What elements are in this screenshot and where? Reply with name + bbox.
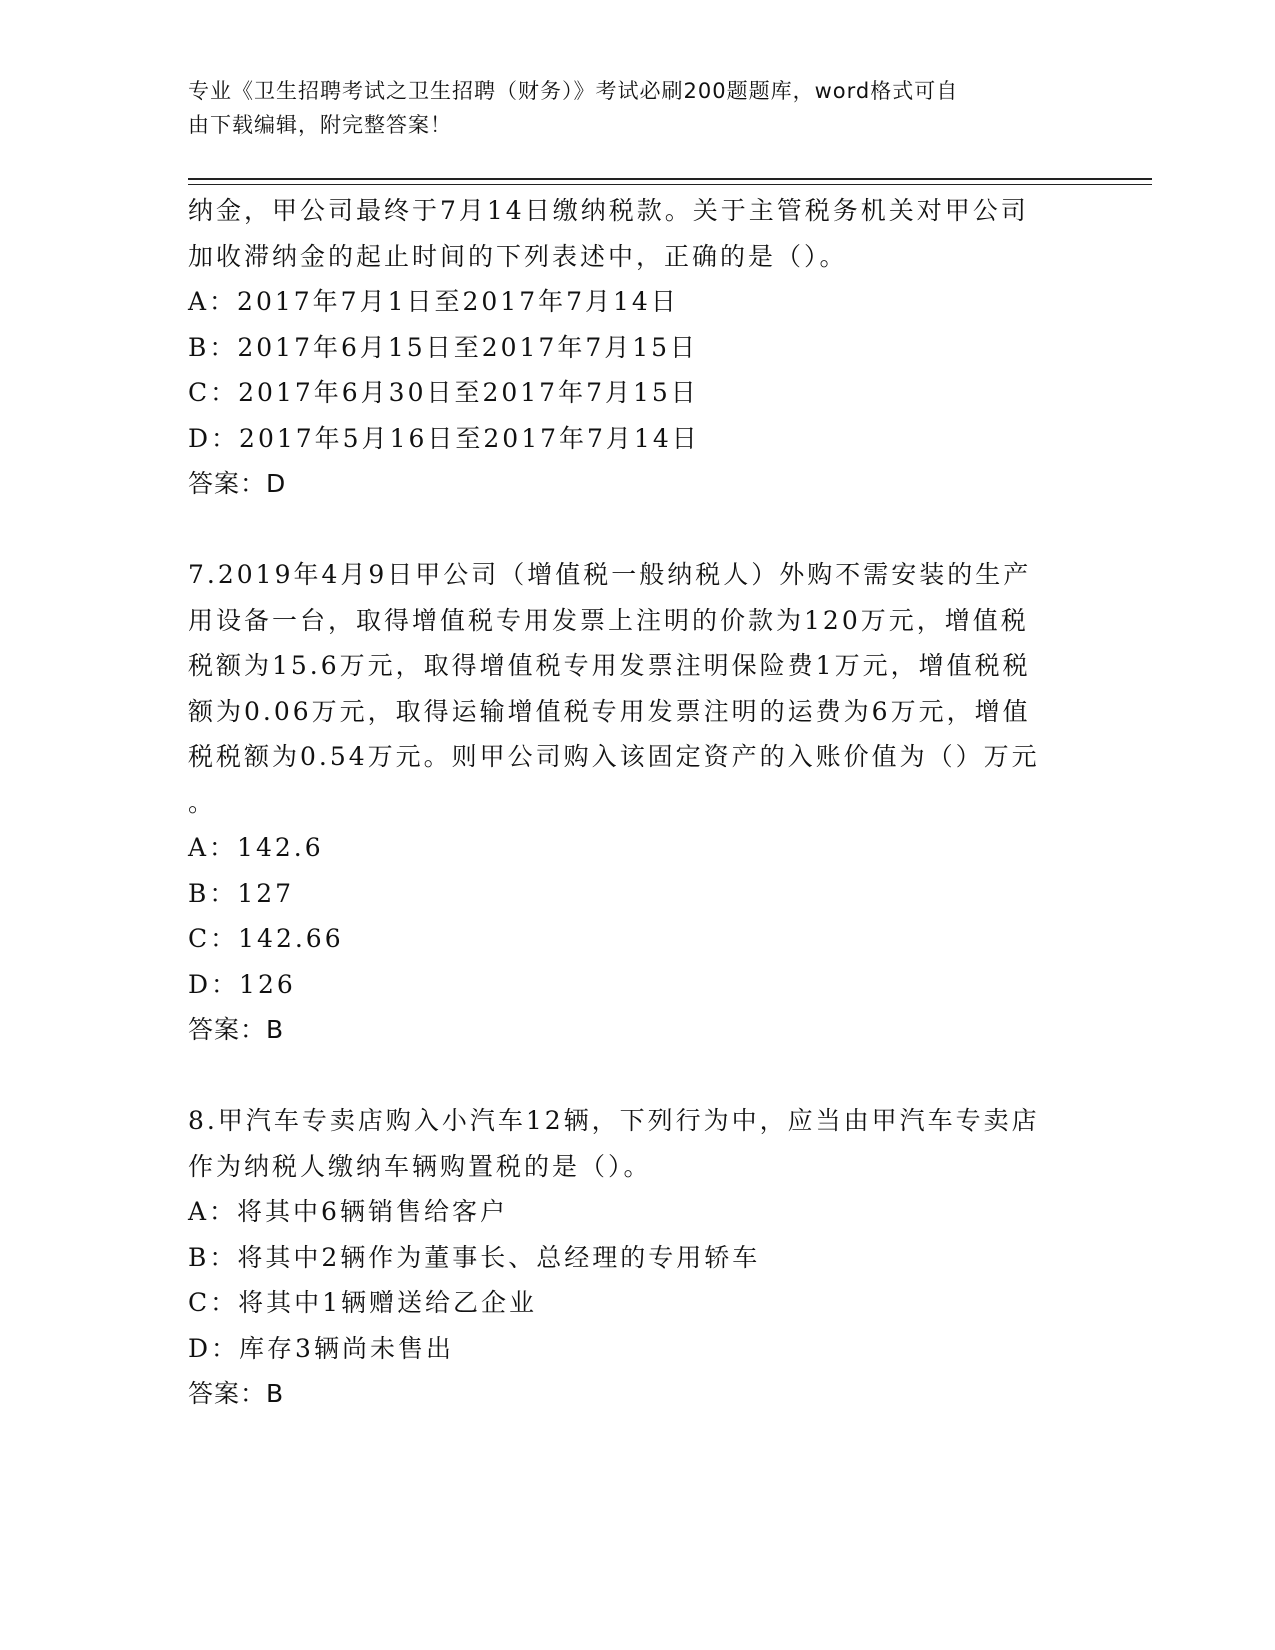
- question-7-option-a: A：142.6: [188, 833, 324, 862]
- question-7: [188, 552, 1088, 1053]
- header-rule-thin: [188, 184, 1152, 185]
- question-6-stem-line: 加收滞纳金的起止时间的下列表述中，正确的是（）。: [188, 241, 848, 271]
- question-8-answer: 答案：B: [188, 1379, 285, 1408]
- spacer: [188, 507, 1088, 553]
- question-6: [188, 188, 1088, 507]
- header-rule-thick: [188, 178, 1152, 180]
- question-8-stem-line: 8.甲汽车专卖店购入小汽车12辆，下列行为中，应当由甲汽车专卖店: [188, 1106, 1040, 1135]
- question-6-option-b: B：2017年6月15日至2017年7月15日: [188, 332, 699, 362]
- document-body: [188, 188, 1088, 1417]
- question-6-option-d: D：2017年5月16日至2017年7月14日: [188, 423, 700, 453]
- question-8: [188, 1098, 1088, 1417]
- question-7-stem-line: 额为0.06万元，取得运输增值税专用发票注明的运费为6万元，增值: [188, 696, 1031, 726]
- page-header: [188, 74, 1068, 142]
- header-line-1: 专业《卫生招聘考试之卫生招聘（财务）》考试必刷200题题库，word格式可自: [188, 79, 959, 103]
- question-8-option-d: D：库存3辆尚未售出: [188, 1333, 454, 1363]
- question-8-option-c: C：将其中1辆赠送给乙企业: [188, 1288, 538, 1317]
- question-6-option-a: A：2017年7月1日至2017年7月14日: [188, 287, 679, 316]
- question-7-option-b: B：127: [188, 878, 295, 908]
- question-7-stem-line: 税额为15.6万元，取得增值税专用发票注明保险费1万元，增值税税: [188, 651, 1031, 680]
- question-6-stem-line: 纳金，甲公司最终于7月14日缴纳税款。关于主管税务机关对甲公司: [188, 196, 1029, 225]
- question-7-stem-line: 税税额为0.54万元。则甲公司购入该固定资产的入账价值为（）万元: [188, 742, 1040, 771]
- question-8-option-b: B：将其中2辆作为董事长、总经理的专用轿车: [188, 1242, 761, 1272]
- question-7-answer: 答案：B: [188, 1015, 285, 1044]
- question-7-option-c: C：142.66: [188, 924, 344, 953]
- question-8-option-a: A：将其中6辆销售给客户: [188, 1197, 508, 1226]
- question-7-option-d: D：126: [188, 969, 296, 999]
- question-6-answer: 答案：D: [188, 469, 287, 498]
- spacer: [188, 1053, 1088, 1099]
- question-7-stem-line: 用设备一台，取得增值税专用发票上注明的价款为120万元，增值税: [188, 605, 1029, 635]
- question-8-stem-line: 作为纳税人缴纳车辆购置税的是（）。: [188, 1151, 652, 1181]
- question-7-stem-line: 。: [188, 787, 217, 817]
- header-line-2: 由下载编辑，附完整答案！: [188, 113, 452, 137]
- question-7-stem-line: 7.2019年4月9日甲公司（增值税一般纳税人）外购不需安装的生产: [188, 560, 1032, 589]
- question-6-option-c: C：2017年6月30日至2017年7月15日: [188, 378, 699, 407]
